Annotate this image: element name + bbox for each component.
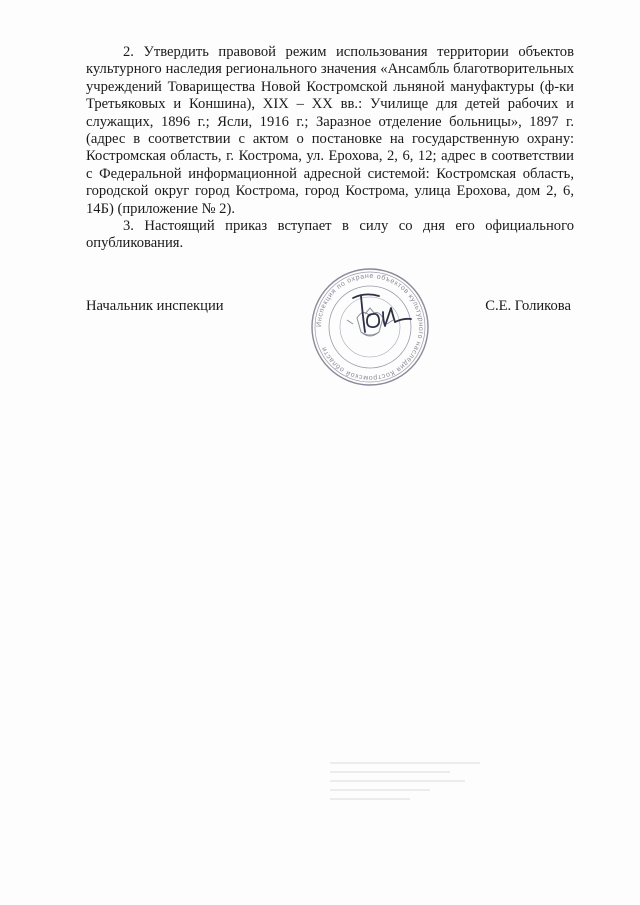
signatory-title: Начальник инспекции xyxy=(86,298,224,314)
faint-footer-marks xyxy=(330,762,480,822)
paragraph-2: 2. Утвердить правовой режим использования территории объектов культурного наследия регионального значения «Ансамбль благотворительных учреждений Товарищества Новой Костромской льняной мануфактуры (ф-ки Третьяковых и Коншина), XIX – XX вв.: Училище для детей рабочих и служащих, 1896 г.; Ясли, 1916 г.; Заразное отделение больницы», 1897 г. (адрес в соответствии с актом о постановке на государственную охрану: Костромская область, г. Кострома, ул. Ерохова, 2, 6, 12; адрес в соответствии с Федеральной информационной адресной системой: Костромская область, городской округ город Кострома, город Кострома, улица Ерохова, дом 2, 6, 14Б) (приложение № 2). xyxy=(86,44,574,217)
document-body xyxy=(86,44,574,253)
paragraph-3: 3. Настоящий приказ вступает в силу со дня его официального опубликования. xyxy=(86,218,574,252)
official-seal-icon xyxy=(309,266,431,388)
seal-text: Инспекция по охране объектов культурного наследия Костромской области xyxy=(315,272,425,382)
signatory-name: С.Е. Голикова xyxy=(485,298,571,314)
